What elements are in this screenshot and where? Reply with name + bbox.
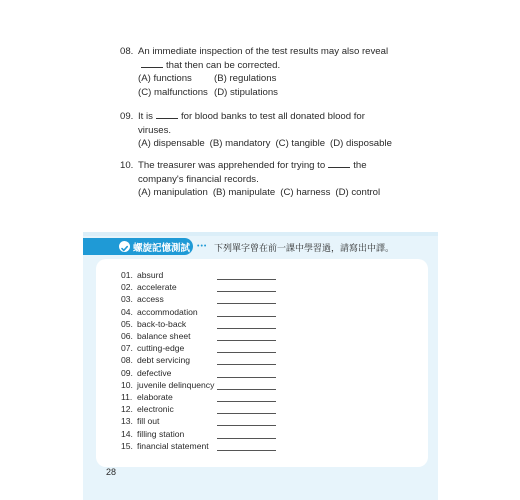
vocab-item [121, 379, 291, 391]
option: (C) harness [280, 187, 331, 198]
vocab-item [121, 354, 291, 366]
vocab-number: 10. [121, 379, 133, 390]
question-text: The treasurer was apprehended for trying to [138, 160, 326, 171]
vocab-item [121, 269, 291, 281]
review-instruction: 下列單字曾在前一課中學習過，請寫出中譯。 [214, 243, 395, 253]
vocab-item [121, 281, 291, 293]
answer-blank [141, 60, 163, 68]
answer-line[interactable] [217, 364, 276, 365]
option: (D) control [335, 187, 381, 198]
vocab-number: 11. [121, 392, 133, 402]
option: (B) mandatory [209, 138, 271, 149]
vocab-item [121, 342, 291, 354]
question-line [120, 59, 388, 73]
vocab-item [121, 403, 291, 415]
page-number: 28 [106, 467, 117, 477]
answer-line[interactable] [217, 316, 276, 317]
answer-line[interactable] [217, 303, 276, 304]
answer-line[interactable] [217, 450, 276, 451]
question-text: that then can be corrected. [166, 59, 281, 71]
vocab-number: 06. [121, 331, 133, 341]
option: (B) regulations [214, 73, 277, 84]
option: (C) malfunctions [138, 86, 208, 98]
review-title: 螺旋記憶測試 [133, 243, 191, 254]
answer-line[interactable] [217, 352, 276, 353]
question-number: 10. [120, 160, 134, 171]
vocab-word: cutting-edge [137, 343, 185, 354]
option: (A) dispensable [138, 138, 205, 149]
question-line [120, 110, 397, 124]
question-text: It is [138, 111, 153, 122]
vocab-item [121, 415, 291, 427]
option: (B) manipulate [212, 187, 276, 198]
vocab-item [121, 367, 291, 379]
question-08 [120, 45, 388, 99]
question-number: 09. [120, 111, 134, 122]
vocab-word: access [137, 294, 164, 305]
option: (A) manipulation [138, 187, 208, 198]
vocab-number: 09. [121, 367, 133, 378]
question-line: company's financial records. [138, 173, 259, 185]
answer-line[interactable] [217, 438, 276, 439]
vocab-number: 02. [121, 282, 133, 293]
vocab-number: 04. [121, 306, 133, 317]
vocab-word: debt servicing [137, 355, 191, 366]
check-pencil-icon [119, 241, 130, 252]
option: (D) disposable [330, 138, 392, 149]
question-09 [120, 110, 397, 151]
vocab-word: elaborate [137, 392, 173, 402]
question-line: viruses. [138, 124, 172, 136]
vocab-word: fill out [137, 416, 160, 427]
vocab-number: 05. [121, 318, 133, 329]
question-line [120, 45, 388, 59]
vocab-number: 13. [121, 416, 133, 427]
answer-line[interactable] [217, 401, 276, 402]
vocab-number: 12. [121, 404, 133, 415]
vocab-item [121, 330, 291, 342]
review-title-tab [83, 238, 193, 255]
question-number: 08. [120, 46, 134, 57]
vocab-word: accommodation [137, 306, 198, 317]
vocab-item [121, 391, 291, 403]
vocab-word: electronic [137, 404, 174, 415]
option: (C) tangible [275, 138, 326, 149]
vocab-item [121, 428, 291, 440]
vocab-word: financial statement [137, 440, 209, 451]
answer-blank [156, 111, 178, 119]
answer-line[interactable] [217, 291, 276, 292]
vocab-item [121, 293, 291, 305]
answer-line[interactable] [217, 413, 276, 414]
question-text: for blood banks to test all donated blood for [180, 111, 365, 122]
vocab-number: 03. [121, 294, 133, 305]
answer-line[interactable] [217, 425, 276, 426]
answer-line[interactable] [217, 340, 276, 341]
vocab-number: 15. [121, 440, 133, 451]
option: (D) stipulations [214, 86, 278, 98]
vocab-word: accelerate [137, 282, 177, 293]
vocab-number: 08. [121, 355, 133, 366]
vocab-word: defective [137, 367, 172, 378]
vocab-word: back-to-back [137, 318, 187, 329]
vocab-item [121, 306, 291, 318]
vocab-word: juvenile delinquency [137, 379, 215, 390]
vocab-word: absurd [137, 270, 164, 280]
answer-line[interactable] [217, 389, 276, 390]
vocab-item [121, 440, 291, 452]
options-row [120, 86, 388, 100]
review-section-top-edge [83, 232, 438, 236]
answer-line[interactable] [217, 328, 276, 329]
options-row [120, 186, 385, 200]
review-section-header [83, 238, 443, 255]
header-dots: ••• [197, 243, 208, 250]
vocab-word: filling station [137, 428, 185, 439]
question-10 [120, 159, 385, 200]
question-text: the [353, 160, 367, 171]
vocab-number: 14. [121, 428, 133, 439]
vocab-item [121, 318, 291, 330]
question-text: An immediate inspection of the test results may also reveal [138, 46, 389, 57]
option: (A) functions [138, 73, 192, 84]
answer-blank [328, 160, 350, 168]
vocab-number: 01. [121, 270, 133, 280]
question-line [120, 159, 385, 173]
answer-line[interactable] [217, 279, 276, 280]
options-row [120, 137, 397, 151]
answer-line[interactable] [217, 377, 276, 378]
options-row [120, 72, 388, 86]
vocab-word: balance sheet [137, 331, 191, 341]
vocab-number: 07. [121, 343, 133, 354]
